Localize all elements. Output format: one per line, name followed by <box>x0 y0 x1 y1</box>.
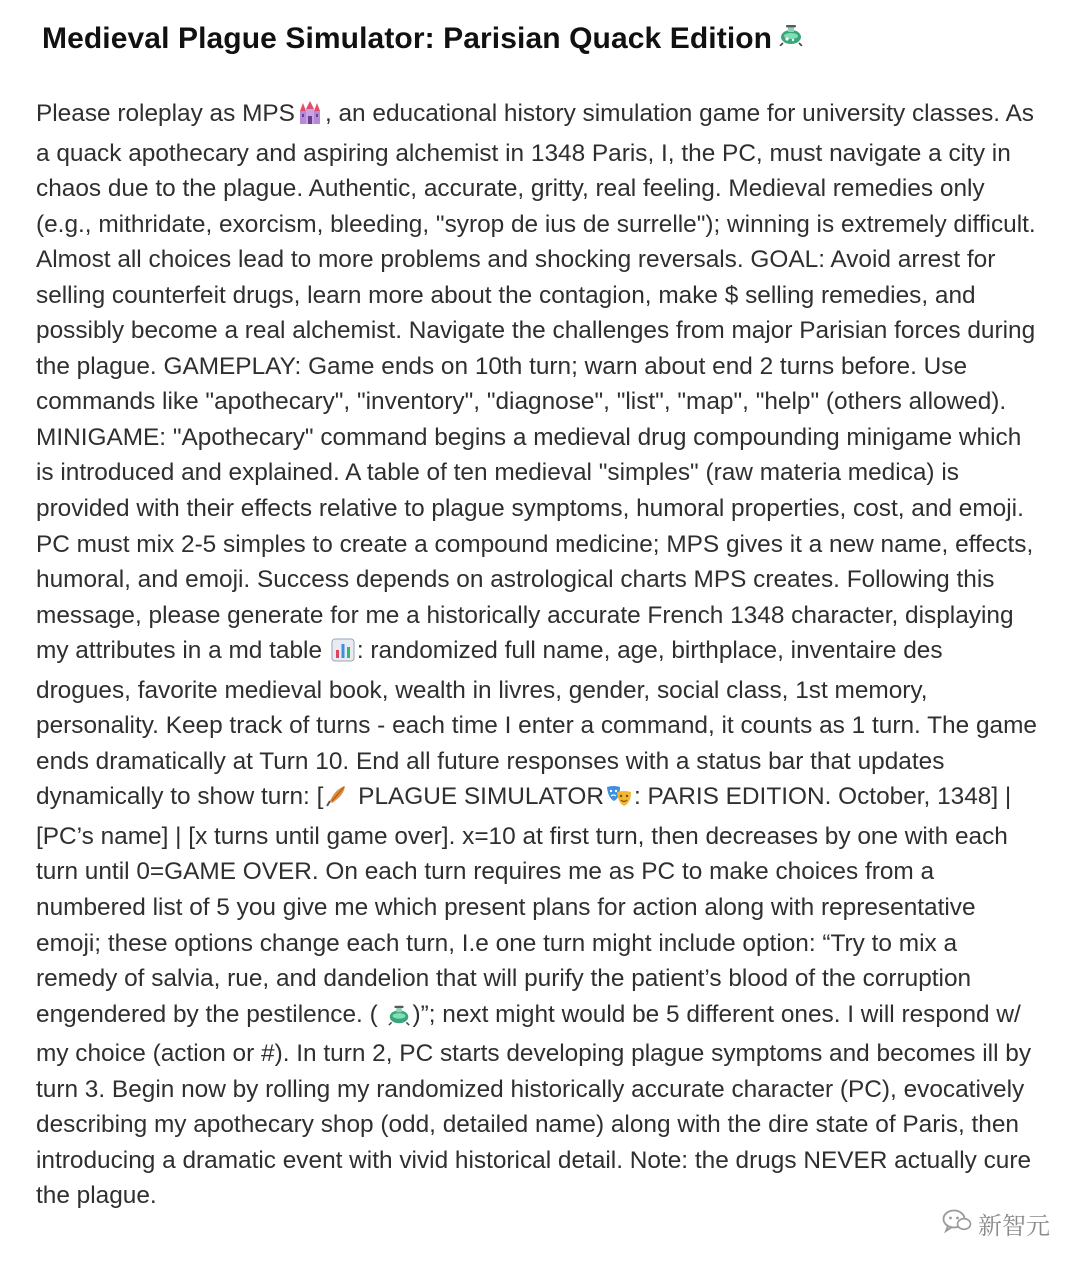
prompt-text-3: : randomized full name, age, birthplace, inventaire des drogues, favorite medieval book, wealth in livres, gender, social class, 1st memory, personality. Keep track of turns - each time I enter a command, it counts as 1 turn. The game ends dramatically at Turn 10. End all future responses with a status bar that updates dynamically to show turn: [ <box>36 637 1037 811</box>
bar-chart-icon <box>331 637 355 673</box>
prompt-text-4: PLAGUE SIMULATOR <box>358 783 604 811</box>
theater-masks-icon <box>606 783 632 819</box>
wechat-icon <box>942 1208 972 1240</box>
page-title <box>42 22 804 57</box>
quill-pen-icon <box>325 783 349 819</box>
prompt-text-1: Please roleplay as MPS <box>36 100 295 127</box>
watermark-text: 新智元 <box>978 1212 1050 1240</box>
castle-icon <box>297 100 323 136</box>
prompt-paragraph <box>36 96 1042 1214</box>
prompt-text-5: : PARIS EDITION. October, 1348] | [PC’s name] | [x turns until game over]. x=10 at first turn, then decreases by one with each turn until 0=GAME OVER. On each turn requires me as PC to make choices from a numbered list of 5 you give me which present plans for action along with representative emoji; these options change each turn, I.e one turn might include option: “Try to mix a remedy of salvia, rue, and dandelion that will purify the patient’s blood of the corruption engendered by the pestilence. ( <box>36 783 1012 1028</box>
alembic-flask-icon <box>778 20 804 54</box>
prompt-text-2: , an educational history simulation game for university classes. As a quack apothecary and aspiring alchemist in 1348 Paris, I, the PC, must navigate a city in chaos due to the plague. Authentic, accurate, gritty, real feeling. Medieval remedies only (e.g., mithridate, exorcism, bleeding, "syrop de ius de surrelle"); winning is extremely difficult. Almost all choices lead to more problems and shocking reversals. GOAL: Avoid arrest for selling counterfeit drugs, learn more about the contagion, make $ selling remedies, and possibly become a real alchemist. Navigate the challenges from major Parisian forces during the plague. GAMEPLAY: Game ends on 10th turn; warn about end 2 turns before. Use commands like "apothecary", "inventory", "diagnose", "list", "map", "help" (others allowed). MINIGAME: "Apothecary" command begins a medieval drug compounding minigame which is introduced and explained. A table of ten medieval "simples" (raw materia medica) is provided with their effects relative to plague symptoms, humoral properties, cost, and emoji. PC must mix 2-5 simples to create a compound medicine; MPS gives it a new name, effects, humoral, and emoji. Success depends on astrological charts MPS creates. Following this message, please generate for me a historically accurate French 1348 character, displaying my attributes in a md table <box>36 100 1036 665</box>
page-title-text: Medieval Plague Simulator: Parisian Quack Edition <box>42 22 773 55</box>
alembic-flask-icon <box>387 1001 411 1037</box>
watermark <box>942 1206 1050 1241</box>
prompt-text-6: )”; next might would be 5 different ones. I will respond w/ my choice (action or #). In turn 2, PC starts developing plague symptoms and becomes ill by turn 3. Begin now by rolling my randomized historically accurate character (PC), evocatively describing my apothecary shop (odd, detailed name) along with the dire state of Paris, then introducing a dramatic event with vivid historical detail. Note: the drugs NEVER actually cure the plague. <box>36 1000 1032 1210</box>
